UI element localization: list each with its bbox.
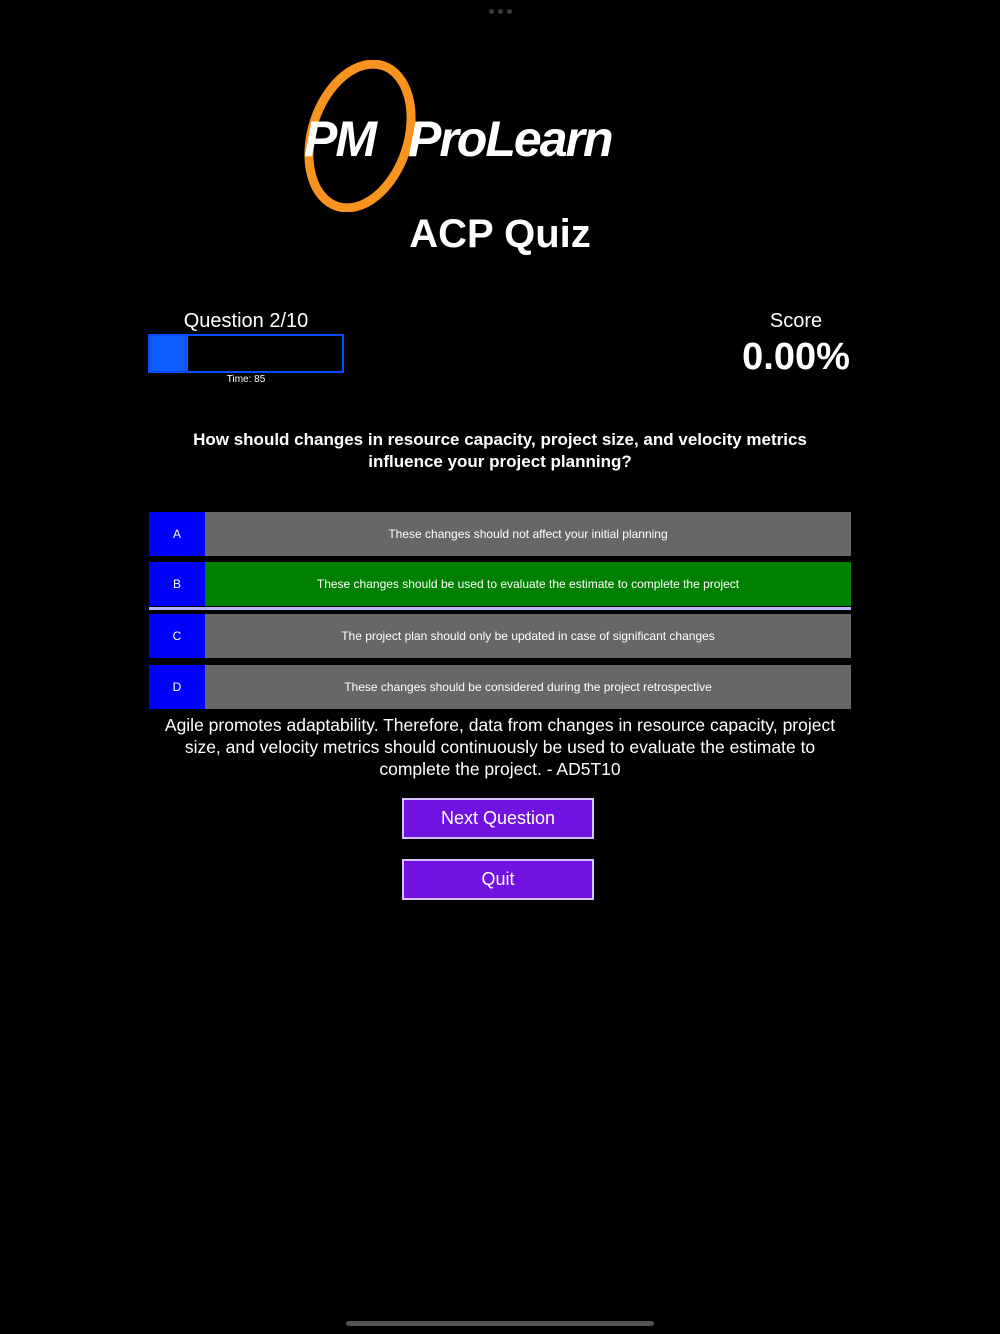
answer-letter: D (149, 665, 205, 709)
answer-explanation: Agile promotes adaptability. Therefore, data from changes in resource capacity, project size, and velocity metrics should continuously be used to evaluate the estimate to complete the project. - AD5T10 (164, 715, 836, 779)
pm-prolearn-logo (300, 60, 700, 212)
dot-icon (507, 9, 512, 14)
home-indicator[interactable] (346, 1321, 654, 1326)
answer-option-c[interactable] (149, 614, 851, 658)
answer-text: These changes should be considered during the project retrospective (205, 665, 851, 709)
score-value: 0.00% (742, 336, 850, 378)
dot-icon (498, 9, 503, 14)
question-counter: Question 2/10 (183, 310, 309, 332)
answer-letter: C (149, 614, 205, 658)
quiz-title: ACP Quiz (409, 212, 591, 256)
answer-text: These changes should not affect your initial planning (205, 512, 851, 556)
progress-fill (150, 336, 188, 371)
question-text: How should changes in resource capacity, project size, and velocity metrics influence your project planning? (193, 430, 807, 471)
next-question-button[interactable]: Next Question (402, 798, 594, 839)
answer-text: These changes should be used to evaluate the estimate to complete the project (205, 562, 851, 606)
dot-icon (489, 9, 494, 14)
quit-button[interactable]: Quit (402, 859, 594, 900)
timer-label: Time: 85 (226, 374, 266, 385)
selection-underline (149, 607, 851, 610)
answer-letter: A (149, 512, 205, 556)
answer-option-b[interactable] (149, 562, 851, 606)
answer-option-d[interactable] (149, 665, 851, 709)
answer-text: The project plan should only be updated in case of significant changes (205, 614, 851, 658)
answer-letter: B (149, 562, 205, 606)
multitasking-dots[interactable] (489, 9, 512, 14)
score-label: Score (769, 310, 823, 332)
svg-text:ProLearn: ProLearn (408, 111, 612, 167)
question-progress-bar (148, 334, 344, 373)
answer-option-a[interactable] (149, 512, 851, 556)
svg-text:PM: PM (304, 111, 375, 167)
